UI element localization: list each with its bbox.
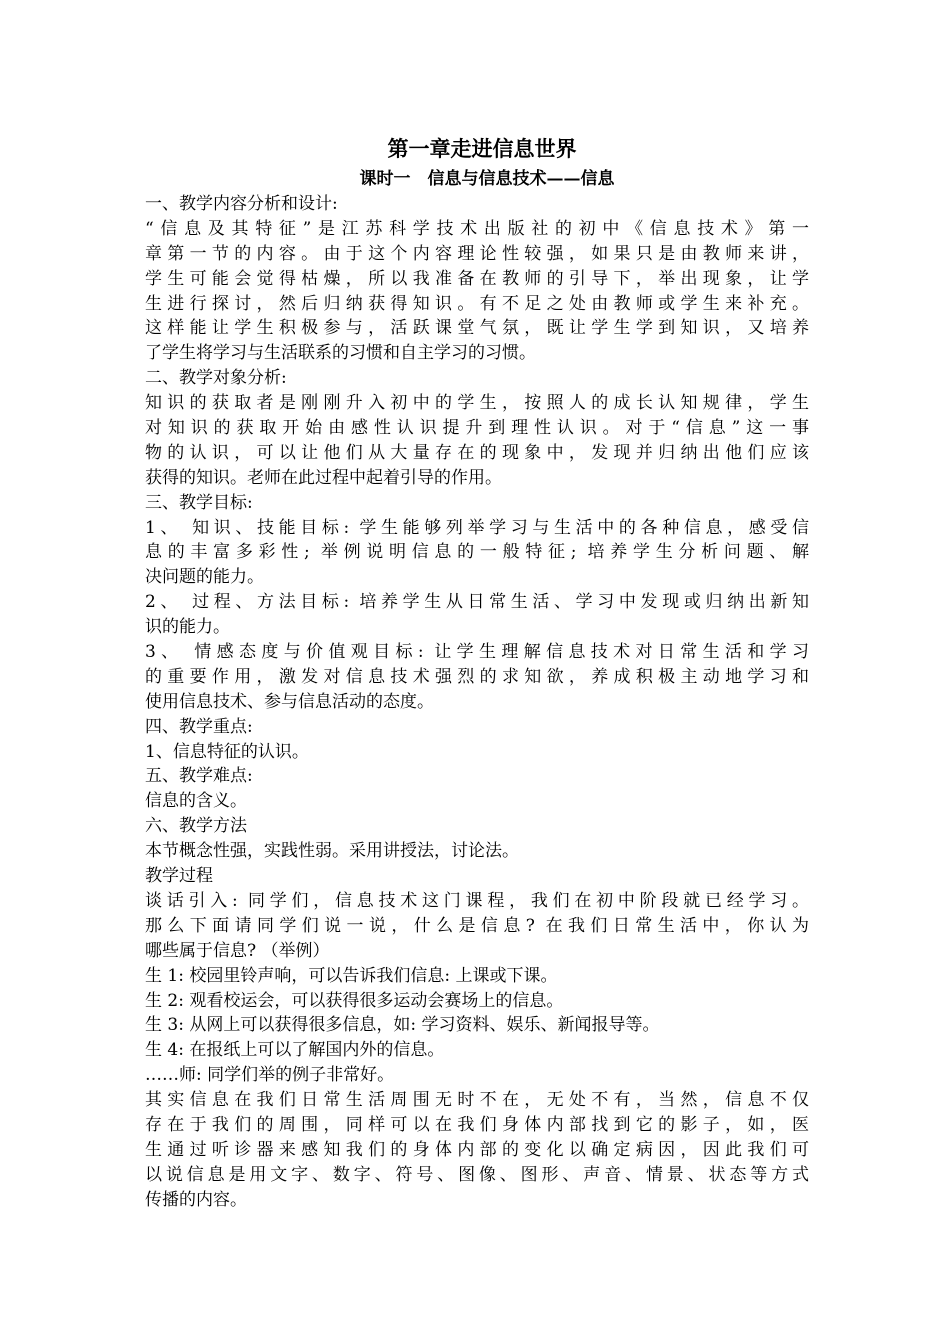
text-line: 2、 过程、方法目标: 培养学生从日常生活、学习中发现或归纳出新知 — [145, 592, 809, 613]
document-body — [145, 192, 809, 1213]
text-line: 息的丰富多彩性; 举例说明信息的一般特征; 培养学生分析问题、解 — [145, 542, 809, 563]
text-line: 生进行探讨，然后归纳获得知识。有不足之处由教师或学生来补充。 — [145, 293, 809, 314]
text-line: 本节概念性强，实践性弱。采用讲授法，讨论法。 — [145, 841, 519, 862]
text-line: 生 1: 校园里铃声响，可以告诉我们信息: 上课或下课。 — [145, 965, 558, 986]
text-line: 以说信息是用文字、数字、符号、图像、图形、声音、情景、状态等方式 — [145, 1164, 809, 1185]
text-line: 获得的知识。老师在此过程中起着引导的作用。 — [145, 467, 502, 488]
text-line: 传播的内容。 — [145, 1189, 247, 1210]
text-line: 使用信息技术、参与信息活动的态度。 — [145, 691, 434, 712]
section-heading: 三、教学目标: — [145, 492, 253, 513]
text-line: 物的认识，可以让他们从大量存在的现象中，发现并归纳出他们应该 — [145, 442, 809, 463]
section-heading: 六、教学方法 — [145, 816, 247, 837]
text-line: 生 3: 从网上可以获得很多信息，如: 学习资料、娱乐、新闻报导等。 — [145, 1015, 660, 1036]
text-line: 1、信息特征的认识。 — [145, 741, 309, 762]
text-line: “信息及其特征”是江苏科学技术出版社的初中《信息技术》第一 — [145, 218, 809, 239]
text-line: 那么下面请同学们说一说，什么是信息? 在我们日常生活中，你认为 — [145, 915, 809, 936]
document-page — [145, 132, 809, 1213]
text-line: 哪些属于信息? （举例） — [145, 940, 330, 961]
text-line: 信息的含义。 — [145, 791, 247, 812]
text-line: 谈话引入: 同学们，信息技术这门课程，我们在初中阶段就已经学习。 — [145, 890, 809, 911]
text-line: 生 2: 观看校运会，可以获得很多运动会赛场上的信息。 — [145, 990, 564, 1011]
section-heading: 教学过程 — [145, 866, 213, 887]
text-line: 这样能让学生积极参与，活跃课堂气氛，既让学生学到知识，又培养 — [145, 318, 809, 339]
text-line: 章第一节的内容。由于这个内容理论性较强，如果只是由教师来讲， — [145, 243, 809, 264]
text-line: 知识的获取者是刚刚升入初中的学生，按照人的成长认知规律，学生 — [145, 393, 809, 414]
section-heading: 五、教学难点: — [145, 766, 253, 787]
text-line: 3、 情感态度与价值观目标: 让学生理解信息技术对日常生活和学习 — [145, 642, 809, 663]
text-line: 对知识的获取开始由感性认识提升到理性认识。对于“信息”这一事 — [145, 418, 809, 439]
text-line: 决问题的能力。 — [145, 567, 264, 588]
section-heading: 二、教学对象分析: — [145, 368, 287, 389]
text-line: 其实信息在我们日常生活周围无时不在，无处不有，当然，信息不仅 — [145, 1090, 809, 1111]
text-line: 生 4: 在报纸上可以了解国内外的信息。 — [145, 1040, 445, 1061]
document-subtitle: 课时一 信息与信息技术——信息 — [359, 169, 615, 189]
text-line: ……师: 同学们举的例子非常好。 — [145, 1065, 395, 1086]
section-heading: 四、教学重点: — [145, 716, 253, 737]
text-line: 了学生将学习与生活联系的习惯和自主学习的习惯。 — [145, 343, 536, 364]
text-line: 学生可能会觉得枯燥，所以我准备在教师的引导下，举出现象，让学 — [145, 268, 809, 289]
text-line: 存在于我们的周围，同样可以在我们身体内部找到它的影子，如，医 — [145, 1114, 809, 1135]
text-line: 1、 知识、技能目标: 学生能够列举学习与生活中的各种信息，感受信 — [145, 517, 809, 538]
document-title: 第一章走进信息世界 — [387, 136, 577, 161]
text-line: 识的能力。 — [145, 617, 230, 638]
text-line: 的重要作用，激发对信息技术强烈的求知欲，养成积极主动地学习和 — [145, 666, 809, 687]
text-line: 生通过听诊器来感知我们的身体内部的变化以确定病因，因此我们可 — [145, 1139, 809, 1160]
section-heading: 一、教学内容分析和设计: — [145, 194, 338, 214]
